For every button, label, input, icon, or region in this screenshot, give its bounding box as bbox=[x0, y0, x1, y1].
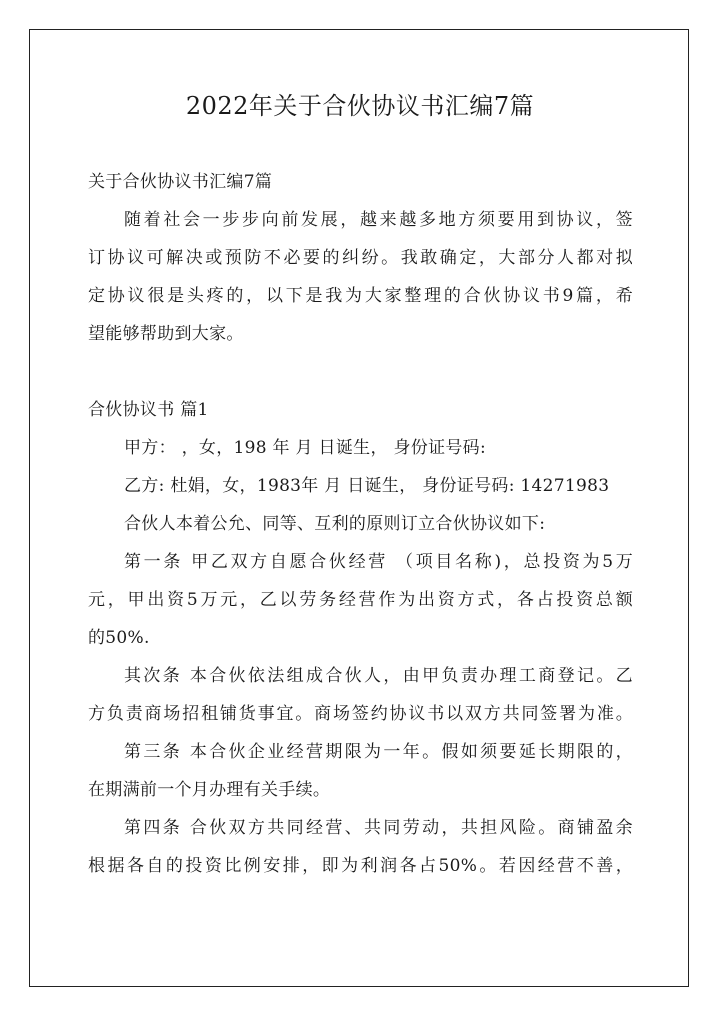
intro-line-2: 订协议可解决或预防不必要的纠纷。我敢确定，大部分人都对拟 bbox=[88, 248, 633, 268]
preamble-line: 合伙人本着公允、同等、互利的原则订立合伙协议如下: bbox=[124, 514, 546, 534]
article-4-line-1: 第四条 合伙双方共同经营、共同劳动，共担风险。商铺盈余 bbox=[124, 818, 633, 838]
article-2-line-2: 方负责商场招租铺货事宜。商场签约协议书以双方共同签署为准。 bbox=[88, 704, 633, 724]
document-subtitle: 关于合伙协议书汇编7篇 bbox=[88, 172, 273, 192]
article-1-line-2: 元，甲出资5万元，乙以劳务经营作为出资方式，各占投资总额 bbox=[88, 590, 633, 610]
document-title: 2022年关于合伙协议书汇编7篇 bbox=[185, 92, 535, 120]
article-3-line-1: 第三条 本合伙企业经营期限为一年。假如须要延长期限的， bbox=[124, 742, 633, 762]
party-a-line: 甲方： ，女，198 年 月 日诞生， 身份证号码: bbox=[124, 438, 486, 458]
article-3-line-2: 在期满前一个月办理有关手续。 bbox=[88, 780, 331, 800]
party-b-line: 乙方: 杜娟，女，1983年 月 日诞生， 身份证号码: 14271983 bbox=[124, 476, 610, 496]
article-2-line-1: 其次条 本合伙依法组成合伙人，由甲负责办理工商登记。乙 bbox=[124, 666, 633, 686]
intro-line-4: 望能够帮助到大家。 bbox=[88, 324, 244, 344]
section-heading: 合伙协议书 篇1 bbox=[88, 400, 209, 420]
article-1-line-1: 第一条 甲乙双方自愿合伙经营 （项目名称)，总投资为5万 bbox=[124, 552, 633, 572]
article-1-line-3: 的50%. bbox=[88, 628, 150, 648]
intro-line-1: 随着社会一步步向前发展，越来越多地方须要用到协议，签 bbox=[124, 210, 633, 230]
intro-line-3: 定协议很是头疼的，以下是我为大家整理的合伙协议书9篇，希 bbox=[88, 286, 633, 306]
article-4-line-2: 根据各自的投资比例安排，即为利润各占50%。若因经营不善， bbox=[88, 856, 633, 876]
